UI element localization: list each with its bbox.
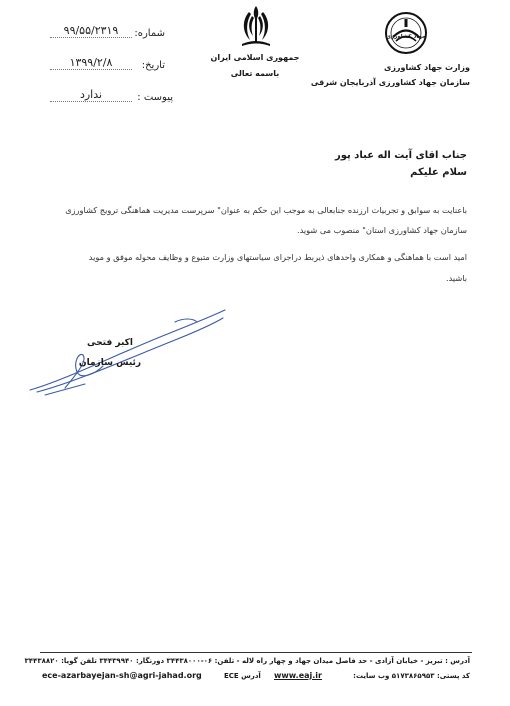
footer-ece-label: آدرس ECE [224,672,261,680]
greeting-line: سلام علیکم [410,167,467,178]
paragraph-1-line-1: باعنایت به سوابق و تجربیات ارزنده جنابعالی به موجب این حکم به عنوان" سرپرست مدیریت هماهنگی ترویج کشاورزی [65,205,467,215]
handwritten-signature [25,300,235,400]
signatory-name: اکبر فتحی [87,338,133,348]
attachment-label: پیوست : [137,92,173,103]
footer-website-link[interactable]: www.eaj.ir [274,671,322,680]
paragraph-2-line-1: امید است با هماهنگی و همکاری واحدهای ذیربط دراجرای سیاستهای وزارت متبوع و وظایف محوله موفق و موید [88,252,467,262]
iran-emblem-icon [236,4,276,50]
signatory-title: رئیس سازمان [78,358,142,368]
number-value: ۹۹/۵۵/۲۳۱۹ [50,24,132,38]
attachment-value: ندارد [50,88,132,102]
paragraph-2-line-2: باشید. [445,273,467,283]
emblem-title: جمهوری اسلامی ایران [210,53,300,62]
paragraph-1-line-2: سازمان جهاد کشاورزی استان" منصوب می شوید. [296,225,467,235]
ministry-name: وزارت جهاد کشاورزی [383,63,470,72]
footer-contact-row [42,672,470,686]
jahad-keshavarzi-logo-icon [383,10,429,56]
number-label: شماره: [134,28,165,39]
footer-postal: کد پستی: ۵۱۷۳۸۶۵۹۵۳ وب سایت: [353,672,470,680]
footer-email-link[interactable]: ece-azarbayejan-sh@agri-jahad.org [42,671,202,680]
footer-divider [40,652,472,653]
logo-text: جهاد کشاورزی [385,34,427,40]
footer-address: آدرس : تبریز - خیابان آزادی - حد فاصل میدان جهاد و چهار راه لاله - تلفن: ۰۶-۳۴۴۳۸۰۰۰ دورنگار: ۳۴۴۳۹۹۴۰ تلفن گویا: ۳۴۴۳۸۸۲۰ [24,657,470,665]
emblem-subtitle: باسمه تعالی [230,69,280,78]
organization-name: سازمان جهاد کشاورزی آذربایجان شرقی [310,78,470,87]
date-label: تاریخ: [141,60,165,71]
date-value: ۱۳۹۹/۲/۸ [50,56,132,70]
recipient-line: جناب اقای آیت اله عباد پور [335,150,467,161]
